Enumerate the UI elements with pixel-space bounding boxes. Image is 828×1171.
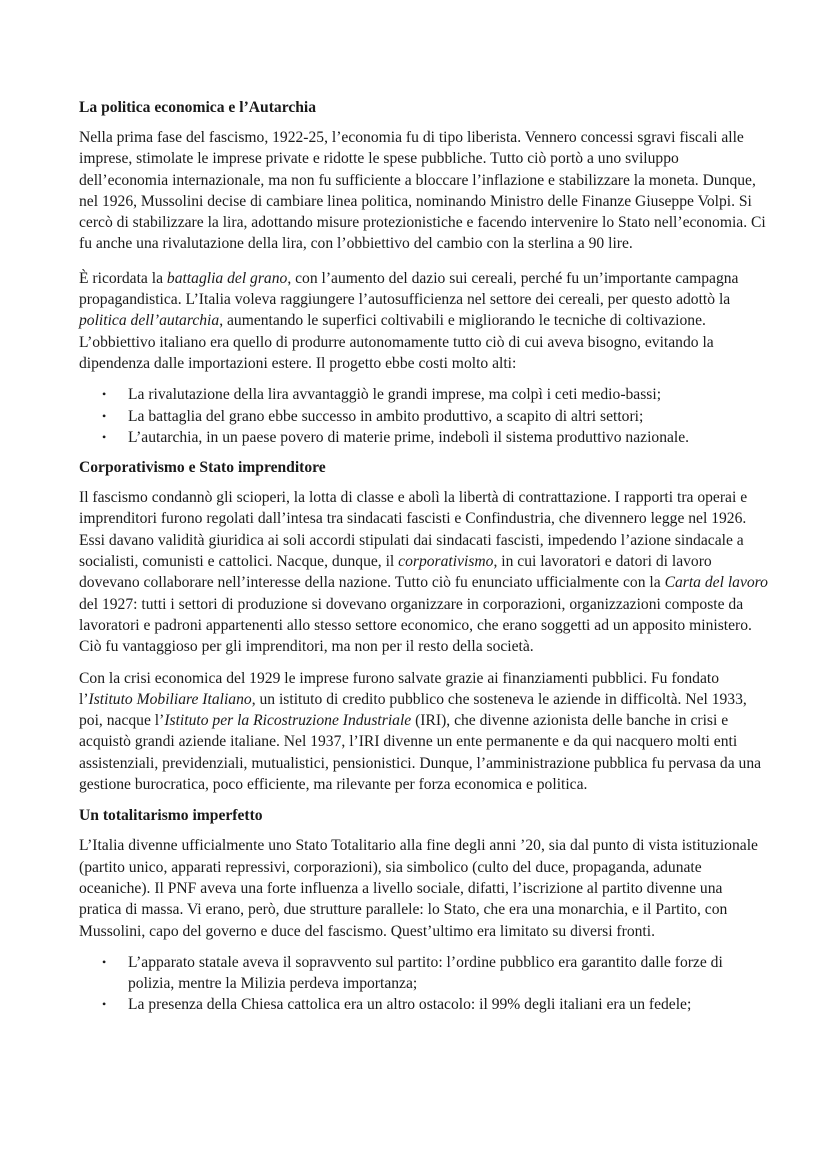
list-item-text: La battaglia del grano ebbe successo in ambito produttivo, a scapito di altri settori; bbox=[128, 407, 644, 425]
text-run: , un istituto di credito pubblico che sosteneva le aziende in difficoltà. Nel 1933, poi, nacque l’ bbox=[79, 690, 747, 730]
text-run: del 1927: tutti i settori di produzione si dovevano organizzare in corporazioni, organizzazioni composte da lavoratori e padroni appartenenti allo stesso settore economico, che erano soggetti ad un apposito ministero. Ciò fu vantaggioso per gli imprenditori, ma non per il resto della società. bbox=[79, 595, 752, 656]
paragraph-stato-totalitario: L’Italia divenne ufficialmente uno Stato Totalitario alla fine degli anni ’20, sia dal punto di vista istituzionale (partito unico, apparati repressivi, corporazioni), sia simbolico (culto del duce, propaganda, adunate oceaniche). Il PNF aveva una forte influenza a livello sociale, difatti, l’iscrizione al partito divenne una pratica di massa. Vi erano, però, due strutture parallele: lo Stato, che era una monarchia, e il Partito, con Mussolini, capo del governo e duce del fascismo. Quest’ultimo era limitato su diversi fronti. bbox=[79, 837, 758, 940]
list-item-text: La rivalutazione della lira avvantaggiò le grandi imprese, ma colpì i ceti medio-bassi; bbox=[128, 386, 662, 404]
text-run: (IRI), che divenne azionista delle banche in crisi e acquistò grandi aziende italiane. Nel 1937, l’IRI divenne un ente permanente e da qui nacquero molti enti assistenziali, previdenziali, mutualistici, pensionistici. Dunque, l’amministrazione pubblica fu pervasa da una gestione burocratica, poco efficiente, ma rilevante per forza economica e politica. bbox=[79, 712, 762, 794]
text-run: Con la crisi economica del 1929 le imprese furono salvate grazie ai finanziamenti pubblici. Fu fondato l’ bbox=[79, 669, 720, 708]
bullet-list-limiti bbox=[79, 952, 768, 1016]
text-run: , in cui lavoratori e datori di lavoro dovevano collaborare nell’interesse della nazione. Tutto ciò fu enunciato ufficialmente con la bbox=[79, 553, 712, 592]
bullet-icon: • bbox=[102, 429, 107, 444]
section-title-corporativismo: Corporativismo e Stato imprenditore bbox=[79, 459, 326, 477]
paragraph-crisi-1929 bbox=[79, 668, 768, 796]
list-item bbox=[79, 952, 768, 995]
paragraph-corporativismo bbox=[79, 487, 768, 657]
bullet-list-costi bbox=[79, 384, 768, 448]
emphasis-politica-autarchia: politica dell’autarchia bbox=[79, 312, 220, 330]
bullet-icon: • bbox=[102, 387, 107, 402]
section-title-autarchia: La politica economica e l’Autarchia bbox=[79, 99, 317, 116]
section-title-totalitarismo: Un totalitarismo imperfetto bbox=[79, 807, 263, 825]
bullet-icon: • bbox=[102, 954, 107, 969]
list-item-text: La presenza della Chiesa cattolica era un altro ostacolo: il 99% degli italiani era un fedele; bbox=[128, 996, 692, 1014]
text-run: , aumentando le superfici coltivabili e migliorando le tecniche di coltivazione. L’obbiettivo italiano era quello di produrre autonomamente tutto ciò di cui aveva bisogno, evitando la dipendenza dalle importazioni estere. Il progetto ebbe costi molto alti: bbox=[79, 312, 714, 372]
list-item bbox=[79, 994, 768, 1015]
section-autarchia bbox=[79, 97, 768, 448]
text-run: È ricordata la bbox=[79, 269, 167, 287]
list-item-text: L’autarchia, in un paese povero di materie prime, indebolì il sistema produttivo nazionale. bbox=[128, 428, 690, 446]
emphasis-imi: Istituto Mobiliare Italiano bbox=[88, 690, 252, 708]
emphasis-carta-del-lavoro: Carta del lavoro bbox=[664, 574, 768, 592]
emphasis-corporativismo: corporativismo bbox=[398, 553, 494, 571]
text-run: , con l’aumento del dazio sui cereali, perché fu un’importante campagna propagandistica. L’Italia voleva raggiungere l’autosufficienza nel settore dei cereali, per questo adottò la bbox=[79, 269, 739, 309]
list-item bbox=[79, 384, 768, 405]
list-item bbox=[79, 406, 768, 427]
emphasis-battaglia-del-grano: battaglia del grano bbox=[166, 269, 288, 287]
emphasis-iri: Istituto per la Ricostruzione Industriale bbox=[164, 712, 412, 730]
section-corporativismo bbox=[79, 457, 768, 795]
bullet-icon: • bbox=[102, 408, 107, 423]
bullet-icon: • bbox=[102, 997, 107, 1012]
paragraph-liberismo: Nella prima fase del fascismo, 1922-25, l’economia fu di tipo liberista. Vennero concessi sgravi fiscali alle imprese, stimolate le imprese private e ridotte le spese pubbliche. Tutto ciò portò a uno sviluppo dell’economia internazionale, ma non fu sufficiente a bloccare l’inflazione e stabilizzare la moneta. Dunque, nel 1926, Mussolini decise di cambiare linea politica, nominando Ministro delle Finanze Giuseppe Volpi. Si cercò di stabilizzare la lira, adottando misure protezionistiche e facendo intervenire lo Stato nell’economia. Ci fu anche una rivalutazione della lira, con l’obbiettivo del cambio con la sterlina a 90 lire. bbox=[79, 129, 766, 253]
list-item bbox=[79, 427, 768, 448]
text-run: Il fascismo condannò gli scioperi, la lotta di classe e abolì la libertà di contrattazione. I rapporti tra operai e imprenditori furono regolati dall’intesa tra sindacati fascisti e Confindustria, che divennero legge nel 1926. Essi davano validità giuridica ai soli accordi stipulati dai sindacati fascisti, impedendo l’azione sindacale a socialisti, comunisti e cattolici. Nacque, dunque, il bbox=[79, 489, 748, 571]
paragraph-battaglia-grano bbox=[79, 268, 768, 374]
section-totalitarismo bbox=[79, 805, 768, 1015]
list-item-text: L’apparato statale aveva il sopravvento sul partito: l’ordine pubblico era garantito dalle forze di polizia, mentre la Milizia perdeva importanza; bbox=[128, 953, 723, 993]
